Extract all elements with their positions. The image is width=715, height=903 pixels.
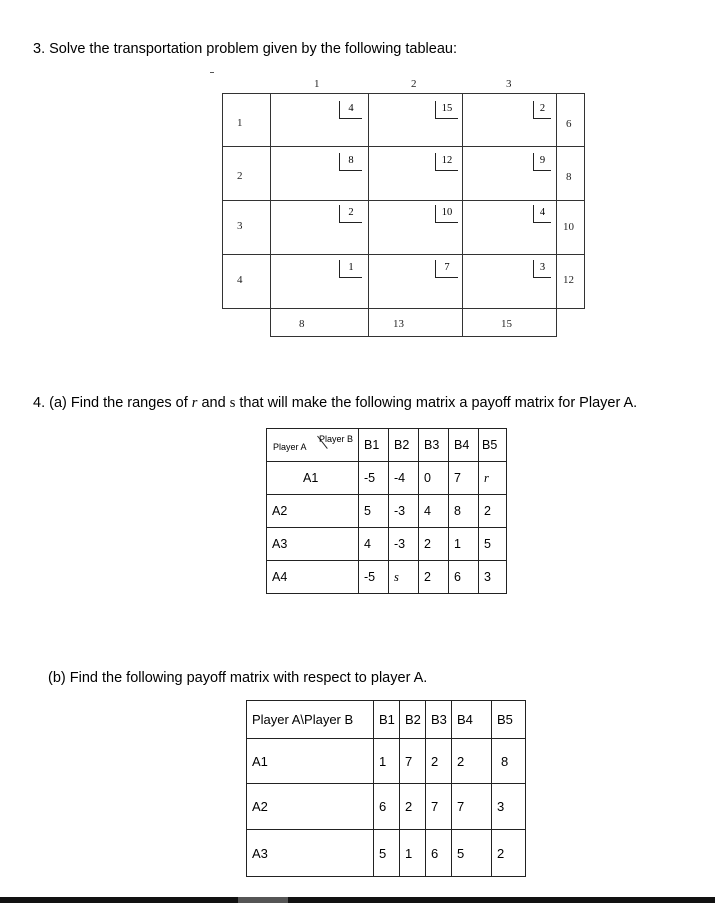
col-label-3: 3 xyxy=(506,78,512,90)
grid-line xyxy=(556,93,557,337)
grid-line xyxy=(270,93,271,337)
matrix-cell: 7 xyxy=(452,784,492,830)
matrix-cell: 1 xyxy=(400,830,426,877)
player-b-header: Player B xyxy=(319,434,354,444)
transportation-tableau xyxy=(0,0,715,340)
matrix-cell: 8 xyxy=(449,495,479,528)
grid-line xyxy=(222,308,584,309)
grid-line xyxy=(222,200,584,201)
row-header: A4 xyxy=(267,561,359,594)
row-header: A3 xyxy=(247,830,374,877)
demand-3: 15 xyxy=(501,318,512,330)
col-label-2: 2 xyxy=(411,78,417,90)
matrix-cell: -3 xyxy=(389,528,419,561)
col-header: B1 xyxy=(374,701,400,739)
q3-title: 3. Solve the transportation problem given by the following tableau: xyxy=(33,41,457,57)
grid-line xyxy=(222,146,584,147)
col-header: B5 xyxy=(492,701,526,739)
table-row xyxy=(247,739,526,784)
header-cell: Player A\Player B xyxy=(247,701,374,739)
matrix-cell: 2 xyxy=(426,739,452,784)
col-header: B3 xyxy=(419,429,449,462)
matrix-cell: 8 xyxy=(492,739,526,784)
cost-cell: 9 xyxy=(533,153,551,171)
matrix-cell: 3 xyxy=(479,561,507,594)
table-row xyxy=(247,784,526,830)
demand-2: 13 xyxy=(393,318,404,330)
matrix-cell: 1 xyxy=(449,528,479,561)
cost-cell: 4 xyxy=(339,101,362,119)
col-header: B4 xyxy=(449,429,479,462)
matrix-cell: 7 xyxy=(426,784,452,830)
table-row xyxy=(267,429,507,462)
col-label-1: 1 xyxy=(314,78,320,90)
cost-cell: 10 xyxy=(435,205,458,223)
q4b-title: (b) Find the following payoff matrix with respect to player A. xyxy=(48,670,428,686)
bottom-edge-accent xyxy=(238,897,288,903)
cost-cell: 1 xyxy=(339,260,362,278)
matrix-cell: 2 xyxy=(492,830,526,877)
matrix-cell: 2 xyxy=(452,739,492,784)
matrix-cell: 4 xyxy=(419,495,449,528)
row-label-2: 2 xyxy=(237,170,243,182)
matrix-cell: 3 xyxy=(492,784,526,830)
row-label-1: 1 xyxy=(237,117,243,129)
col-header: B2 xyxy=(400,701,426,739)
table-row xyxy=(267,462,507,495)
cost-cell: 3 xyxy=(533,260,551,278)
table-row xyxy=(267,561,507,594)
cost-cell: 8 xyxy=(339,153,362,171)
grid-line xyxy=(222,254,584,255)
matrix-cell: 1 xyxy=(374,739,400,784)
table-row xyxy=(247,701,526,739)
grid-line xyxy=(368,93,369,337)
header-cell xyxy=(267,429,359,462)
matrix-cell: 5 xyxy=(452,830,492,877)
cost-cell: 4 xyxy=(533,205,551,223)
supply-1: 6 xyxy=(566,118,572,130)
matrix-cell: 0 xyxy=(419,462,449,495)
col-header: B2 xyxy=(389,429,419,462)
matrix-cell: 5 xyxy=(374,830,400,877)
supply-3: 10 xyxy=(563,221,574,233)
col-header: B4 xyxy=(452,701,492,739)
q4a-title: 4. (a) Find the ranges of r and s that will make the following matrix a payoff matrix for Player A. xyxy=(33,395,638,411)
supply-2: 8 xyxy=(566,171,572,183)
grid-line xyxy=(584,93,585,309)
matrix-cell: 7 xyxy=(449,462,479,495)
payoff-matrix-a xyxy=(266,428,507,594)
cost-cell: 2 xyxy=(533,101,551,119)
matrix-cell: r xyxy=(479,462,507,495)
supply-4: 12 xyxy=(563,274,574,286)
matrix-cell: -5 xyxy=(359,462,389,495)
demand-1: 8 xyxy=(299,318,305,330)
row-label-3: 3 xyxy=(237,220,243,232)
cost-cell: 15 xyxy=(435,101,458,119)
matrix-cell: 2 xyxy=(419,561,449,594)
matrix-cell: 2 xyxy=(400,784,426,830)
payoff-matrix-b xyxy=(246,700,526,877)
row-header: A2 xyxy=(267,495,359,528)
cost-cell: 2 xyxy=(339,205,362,223)
row-label-4: 4 xyxy=(237,274,243,286)
row-header: A1 xyxy=(247,739,374,784)
grid-line xyxy=(222,93,584,94)
row-header: A1 xyxy=(267,462,359,495)
col-header: B5 xyxy=(479,429,507,462)
matrix-cell: 2 xyxy=(419,528,449,561)
bottom-edge-bar xyxy=(0,897,715,903)
matrix-cell: 5 xyxy=(479,528,507,561)
matrix-cell: -4 xyxy=(389,462,419,495)
grid-line xyxy=(222,93,223,309)
row-header: A3 xyxy=(267,528,359,561)
matrix-cell: -5 xyxy=(359,561,389,594)
cost-cell: 7 xyxy=(435,260,458,278)
table-row xyxy=(267,528,507,561)
grid-line xyxy=(270,336,556,337)
matrix-cell: 2 xyxy=(479,495,507,528)
grid-line xyxy=(462,93,463,337)
player-a-header: Player A xyxy=(273,442,307,452)
matrix-cell: 7 xyxy=(400,739,426,784)
table-row xyxy=(247,830,526,877)
matrix-cell: s xyxy=(389,561,419,594)
matrix-cell: -3 xyxy=(389,495,419,528)
matrix-cell: 4 xyxy=(359,528,389,561)
row-header: A2 xyxy=(247,784,374,830)
col-header: B3 xyxy=(426,701,452,739)
col-header: B1 xyxy=(359,429,389,462)
matrix-cell: 6 xyxy=(449,561,479,594)
matrix-cell: 6 xyxy=(374,784,400,830)
cost-cell: 12 xyxy=(435,153,458,171)
table-row xyxy=(267,495,507,528)
matrix-cell: 6 xyxy=(426,830,452,877)
matrix-cell: 5 xyxy=(359,495,389,528)
